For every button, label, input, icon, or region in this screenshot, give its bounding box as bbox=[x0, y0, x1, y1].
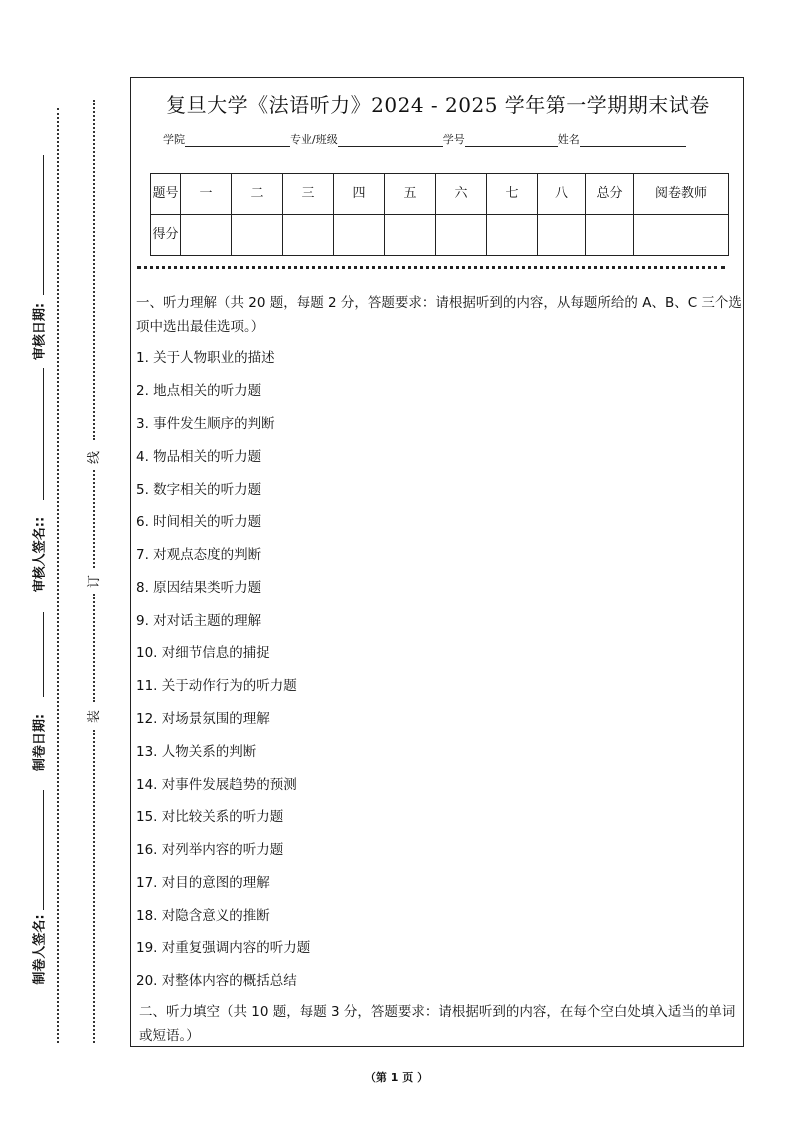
col-header-4: 四 bbox=[334, 174, 385, 215]
question-item: 6. 时间相关的听力题 bbox=[136, 514, 262, 530]
binding-dotted-line-4 bbox=[93, 730, 95, 1043]
school-field[interactable] bbox=[185, 134, 290, 147]
question-item: 5. 数字相关的听力题 bbox=[136, 482, 262, 498]
score-table bbox=[150, 173, 729, 256]
section2-heading: 二、听力填空（共 10 题，每题 3 分，答题要求：请根据听到的内容，在每个空白处填入适当的单词或短语。） bbox=[139, 1004, 736, 1044]
question-item: 8. 原因结果类听力题 bbox=[136, 580, 262, 596]
binding-char-xian: 线 bbox=[87, 450, 103, 465]
col-header-1: 一 bbox=[181, 174, 232, 215]
maker-sign-label: 制卷人签名: bbox=[32, 914, 48, 985]
major-class-label: 专业/班级 bbox=[290, 133, 338, 146]
question-item: 18. 对隐含意义的推断 bbox=[136, 908, 270, 924]
binding-dotted-line-1 bbox=[93, 100, 95, 440]
score-cell-reviewer[interactable] bbox=[634, 215, 729, 256]
question-item: 19. 对重复强调内容的听力题 bbox=[136, 940, 311, 956]
question-item: 15. 对比较关系的听力题 bbox=[136, 809, 284, 825]
binding-char-ding: 订 bbox=[87, 574, 103, 589]
student-id-label: 学号 bbox=[442, 133, 465, 146]
col-header-6: 六 bbox=[436, 174, 487, 215]
name-label: 姓名 bbox=[557, 133, 580, 146]
row-label-question-number: 题号 bbox=[151, 174, 181, 215]
maker-sign-line bbox=[43, 790, 44, 910]
col-header-8: 八 bbox=[538, 174, 586, 215]
make-date-line bbox=[43, 612, 44, 697]
question-item: 13. 人物关系的判断 bbox=[136, 744, 257, 760]
col-header-2: 二 bbox=[232, 174, 283, 215]
score-cell-3[interactable] bbox=[283, 215, 334, 256]
col-header-5: 五 bbox=[385, 174, 436, 215]
section1-heading: 一、听力理解（共 20 题，每题 2 分，答题要求：请根据听到的内容，从每题所给的 A、B、C 三个选项中选出最佳选项。） bbox=[136, 295, 742, 335]
col-header-7: 七 bbox=[487, 174, 538, 215]
score-cell-1[interactable] bbox=[181, 215, 232, 256]
binding-char-zhuang: 装 bbox=[87, 709, 103, 724]
binding-dotted-line-2 bbox=[93, 470, 95, 568]
exam-title: 复旦大学《法语听力》2024 - 2025 学年第一学期期末试卷 bbox=[166, 93, 710, 117]
question-item: 17. 对目的意图的理解 bbox=[136, 875, 270, 891]
student-info-line bbox=[163, 131, 686, 147]
reviewer-sign-label: 审核人签名:: bbox=[32, 516, 48, 593]
col-header-3: 三 bbox=[283, 174, 334, 215]
make-date-label: 制卷日期: bbox=[32, 713, 48, 772]
score-cell-6[interactable] bbox=[436, 215, 487, 256]
score-table-score-row bbox=[151, 215, 729, 256]
score-cell-8[interactable] bbox=[538, 215, 586, 256]
name-field[interactable] bbox=[580, 134, 686, 147]
review-date-label: 审核日期: bbox=[32, 302, 48, 361]
question-item: 12. 对场景氛围的理解 bbox=[136, 711, 270, 727]
review-date-line bbox=[43, 155, 44, 295]
score-table-header-row bbox=[151, 174, 729, 215]
score-cell-4[interactable] bbox=[334, 215, 385, 256]
row-label-score: 得分 bbox=[151, 215, 181, 256]
question-item: 1. 关于人物职业的描述 bbox=[136, 350, 275, 366]
score-cell-5[interactable] bbox=[385, 215, 436, 256]
score-cell-total[interactable] bbox=[586, 215, 634, 256]
score-cell-2[interactable] bbox=[232, 215, 283, 256]
question-item: 7. 对观点态度的判断 bbox=[136, 547, 262, 563]
score-cell-7[interactable] bbox=[487, 215, 538, 256]
school-label: 学院 bbox=[163, 133, 185, 146]
question-item: 14. 对事件发展趋势的预测 bbox=[136, 777, 297, 793]
major-class-field[interactable] bbox=[338, 134, 443, 147]
question-item: 9. 对对话主题的理解 bbox=[136, 613, 262, 629]
question-item: 10. 对细节信息的捕捉 bbox=[136, 645, 270, 661]
question-item: 3. 事件发生顺序的判断 bbox=[136, 416, 275, 432]
col-header-total: 总分 bbox=[586, 174, 634, 215]
binding-dotted-line-3 bbox=[93, 594, 95, 702]
question-item: 2. 地点相关的听力题 bbox=[136, 383, 262, 399]
reviewer-sign-line bbox=[43, 368, 44, 500]
dotted-separator bbox=[137, 266, 725, 269]
question-item: 11. 关于动作行为的听力题 bbox=[136, 678, 297, 694]
col-header-reviewer: 阅卷教师 bbox=[634, 174, 729, 215]
page-number: （第 1 页 ） bbox=[364, 1071, 429, 1084]
question-item: 16. 对列举内容的听力题 bbox=[136, 842, 284, 858]
question-item: 4. 物品相关的听力题 bbox=[136, 449, 262, 465]
student-id-field[interactable] bbox=[465, 134, 558, 147]
question-item: 20. 对整体内容的概括总结 bbox=[136, 973, 297, 989]
margin-dotted-line bbox=[57, 108, 59, 1043]
